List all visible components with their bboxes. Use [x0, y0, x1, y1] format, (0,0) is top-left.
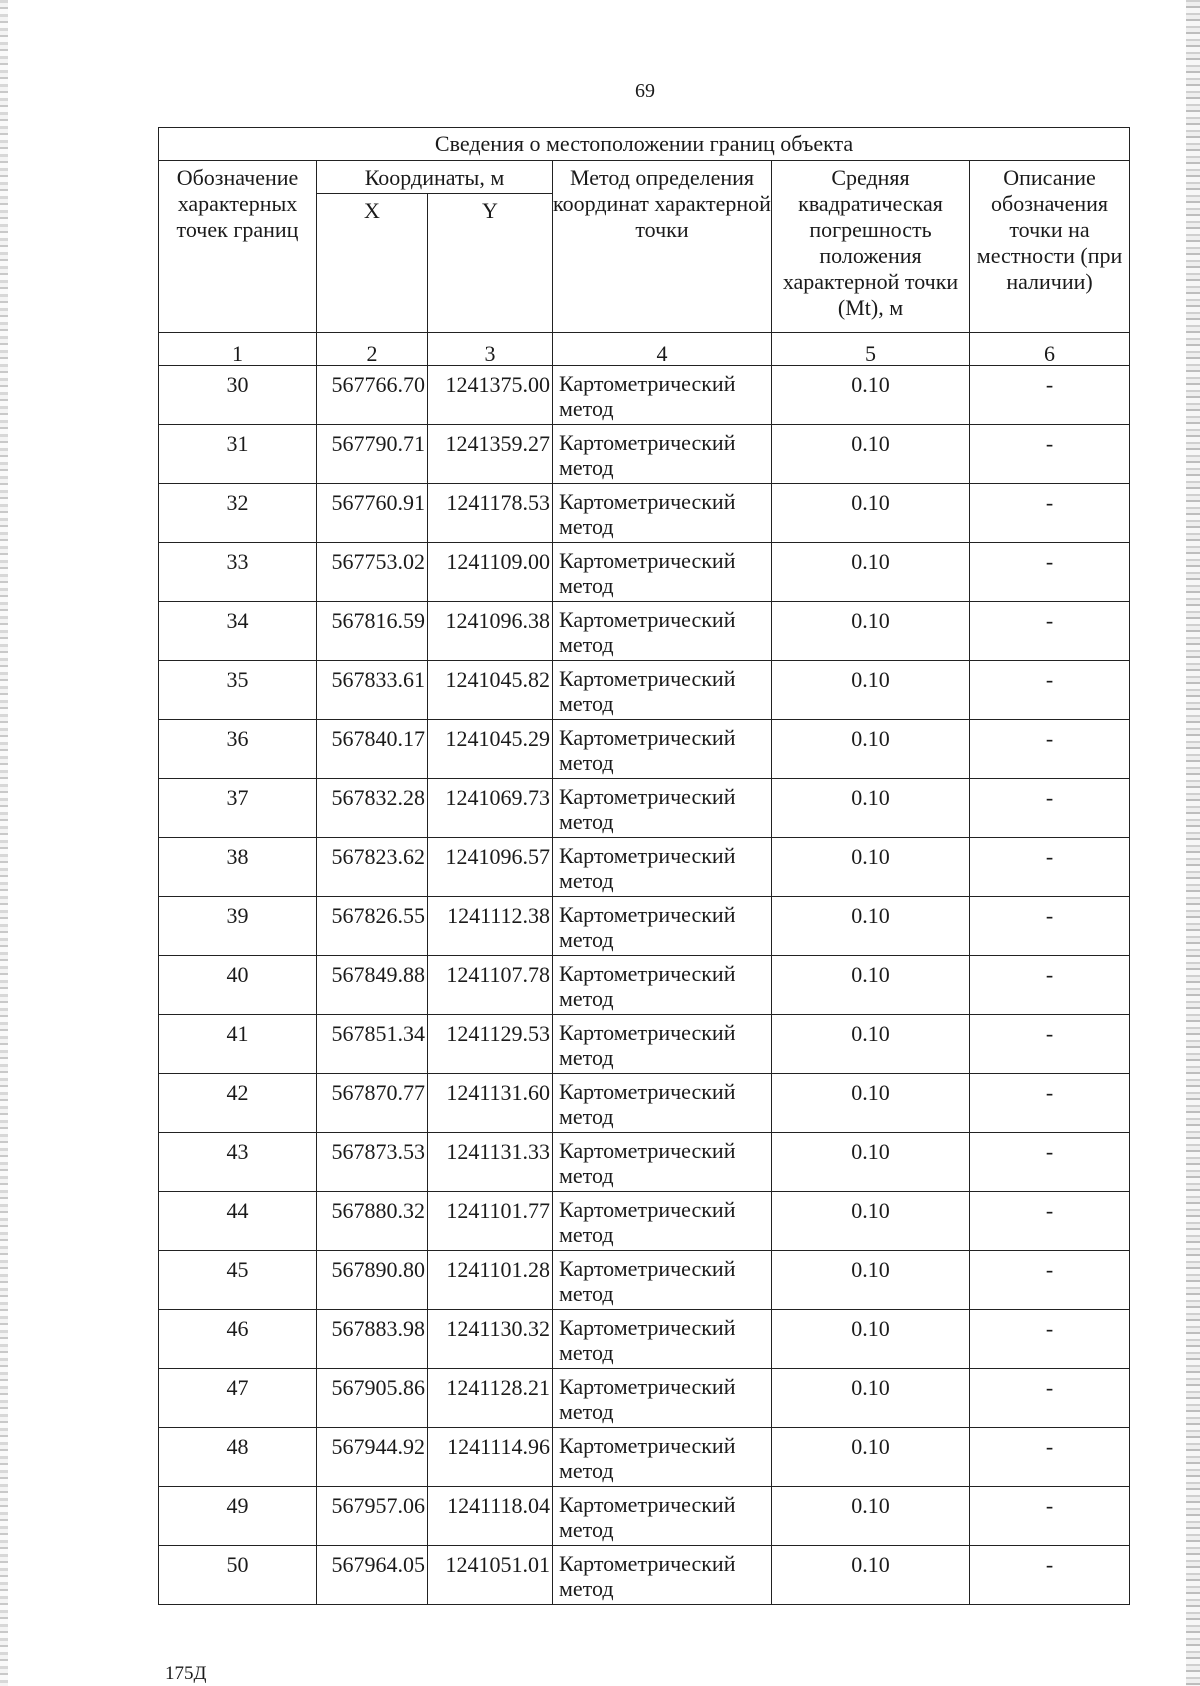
- point-description-cell: -: [970, 897, 1130, 956]
- method-cell: Картометрический метод: [553, 1251, 772, 1310]
- mean-square-error-cell: 0.10: [772, 1369, 970, 1428]
- mean-square-error-cell: 0.10: [772, 366, 970, 425]
- mean-square-error-cell: 0.10: [772, 838, 970, 897]
- method-cell: Картометрический метод: [553, 1015, 772, 1074]
- mean-square-error-cell: 0.10: [772, 1133, 970, 1192]
- point-id-cell: 44: [159, 1192, 317, 1251]
- point-id-cell: 37: [159, 779, 317, 838]
- table-row: [159, 1074, 1130, 1133]
- point-id-cell: 36: [159, 720, 317, 779]
- point-description-cell: -: [970, 720, 1130, 779]
- y-coordinate-cell: 1241128.21: [428, 1369, 553, 1428]
- point-description-cell: -: [970, 1310, 1130, 1369]
- header-y: Y: [428, 194, 553, 333]
- point-description-cell: -: [970, 543, 1130, 602]
- point-description-cell: -: [970, 1369, 1130, 1428]
- x-coordinate-cell: 567851.34: [317, 1015, 428, 1074]
- mean-square-error-cell: 0.10: [772, 484, 970, 543]
- point-description-cell: -: [970, 1546, 1130, 1605]
- point-description-cell: -: [970, 779, 1130, 838]
- header-coordinates: Координаты, м: [317, 161, 553, 194]
- point-id-cell: 38: [159, 838, 317, 897]
- y-coordinate-cell: 1241096.38: [428, 602, 553, 661]
- point-id-cell: 40: [159, 956, 317, 1015]
- point-id-cell: 50: [159, 1546, 317, 1605]
- mean-square-error-cell: 0.10: [772, 1428, 970, 1487]
- mean-square-error-cell: 0.10: [772, 779, 970, 838]
- x-coordinate-cell: 567883.98: [317, 1310, 428, 1369]
- table-row: [159, 897, 1130, 956]
- method-cell: Картометрический метод: [553, 779, 772, 838]
- y-coordinate-cell: 1241112.38: [428, 897, 553, 956]
- y-coordinate-cell: 1241118.04: [428, 1487, 553, 1546]
- method-cell: Картометрический метод: [553, 956, 772, 1015]
- y-coordinate-cell: 1241114.96: [428, 1428, 553, 1487]
- method-cell: Картометрический метод: [553, 543, 772, 602]
- y-coordinate-cell: 1241045.29: [428, 720, 553, 779]
- table-row: [159, 1192, 1130, 1251]
- point-id-cell: 41: [159, 1015, 317, 1074]
- page-number: 69: [635, 80, 655, 102]
- point-description-cell: -: [970, 602, 1130, 661]
- table-caption: Сведения о местоположении границ объекта: [159, 128, 1130, 161]
- method-cell: Картометрический метод: [553, 720, 772, 779]
- table-row: [159, 1015, 1130, 1074]
- y-coordinate-cell: 1241178.53: [428, 484, 553, 543]
- y-coordinate-cell: 1241101.28: [428, 1251, 553, 1310]
- mean-square-error-cell: 0.10: [772, 661, 970, 720]
- point-description-cell: -: [970, 661, 1130, 720]
- x-coordinate-cell: 567826.55: [317, 897, 428, 956]
- table-row: [159, 1487, 1130, 1546]
- y-coordinate-cell: 1241107.78: [428, 956, 553, 1015]
- x-coordinate-cell: 567840.17: [317, 720, 428, 779]
- x-coordinate-cell: 567760.91: [317, 484, 428, 543]
- boundary-coordinates-table: [158, 127, 1130, 1605]
- point-description-cell: -: [970, 1487, 1130, 1546]
- header-point-description: Описание обозначения точки на местности (при наличии): [970, 161, 1130, 333]
- method-cell: Картометрический метод: [553, 661, 772, 720]
- y-coordinate-cell: 1241109.00: [428, 543, 553, 602]
- method-cell: Картометрический метод: [553, 1133, 772, 1192]
- mean-square-error-cell: 0.10: [772, 602, 970, 661]
- y-coordinate-cell: 1241359.27: [428, 425, 553, 484]
- y-coordinate-cell: 1241131.33: [428, 1133, 553, 1192]
- mean-square-error-cell: 0.10: [772, 1251, 970, 1310]
- x-coordinate-cell: 567823.62: [317, 838, 428, 897]
- y-coordinate-cell: 1241051.01: [428, 1546, 553, 1605]
- point-description-cell: -: [970, 1133, 1130, 1192]
- point-id-cell: 34: [159, 602, 317, 661]
- column-number: 2: [317, 333, 428, 366]
- header-point-designation: Обозначение характерных точек границ: [159, 161, 317, 333]
- y-coordinate-cell: 1241045.82: [428, 661, 553, 720]
- mean-square-error-cell: 0.10: [772, 1310, 970, 1369]
- header-mean-square-error: Средняя квадратическая погрешность положения характерной точки (Mt), м: [772, 161, 970, 333]
- y-coordinate-cell: 1241131.60: [428, 1074, 553, 1133]
- table-row: [159, 602, 1130, 661]
- point-description-cell: -: [970, 1428, 1130, 1487]
- point-description-cell: -: [970, 1074, 1130, 1133]
- table-row: [159, 1369, 1130, 1428]
- table-row: [159, 1133, 1130, 1192]
- x-coordinate-cell: 567832.28: [317, 779, 428, 838]
- point-description-cell: -: [970, 1251, 1130, 1310]
- x-coordinate-cell: 567833.61: [317, 661, 428, 720]
- table-row: [159, 779, 1130, 838]
- method-cell: Картометрический метод: [553, 1310, 772, 1369]
- point-id-cell: 42: [159, 1074, 317, 1133]
- table-row: [159, 956, 1130, 1015]
- method-cell: Картометрический метод: [553, 897, 772, 956]
- x-coordinate-cell: 567766.70: [317, 366, 428, 425]
- table-row: [159, 1428, 1130, 1487]
- point-description-cell: -: [970, 425, 1130, 484]
- table-row: [159, 543, 1130, 602]
- column-number: 4: [553, 333, 772, 366]
- mean-square-error-cell: 0.10: [772, 425, 970, 484]
- point-id-cell: 49: [159, 1487, 317, 1546]
- x-coordinate-cell: 567816.59: [317, 602, 428, 661]
- point-id-cell: 32: [159, 484, 317, 543]
- y-coordinate-cell: 1241130.32: [428, 1310, 553, 1369]
- table-row: [159, 720, 1130, 779]
- point-description-cell: -: [970, 366, 1130, 425]
- y-coordinate-cell: 1241129.53: [428, 1015, 553, 1074]
- mean-square-error-cell: 0.10: [772, 720, 970, 779]
- method-cell: Картометрический метод: [553, 1074, 772, 1133]
- mean-square-error-cell: 0.10: [772, 1074, 970, 1133]
- point-id-cell: 43: [159, 1133, 317, 1192]
- point-id-cell: 48: [159, 1428, 317, 1487]
- point-id-cell: 33: [159, 543, 317, 602]
- mean-square-error-cell: 0.10: [772, 956, 970, 1015]
- x-coordinate-cell: 567870.77: [317, 1074, 428, 1133]
- column-number: 1: [159, 333, 317, 366]
- y-coordinate-cell: 1241096.57: [428, 838, 553, 897]
- table-row: [159, 1251, 1130, 1310]
- y-coordinate-cell: 1241069.73: [428, 779, 553, 838]
- column-number: 6: [970, 333, 1130, 366]
- table-row: [159, 1546, 1130, 1605]
- mean-square-error-cell: 0.10: [772, 543, 970, 602]
- method-cell: Картометрический метод: [553, 425, 772, 484]
- x-coordinate-cell: 567880.32: [317, 1192, 428, 1251]
- scan-edge-left: [0, 0, 8, 1686]
- column-number-row: [159, 333, 1130, 366]
- point-id-cell: 31: [159, 425, 317, 484]
- mean-square-error-cell: 0.10: [772, 1546, 970, 1605]
- y-coordinate-cell: 1241101.77: [428, 1192, 553, 1251]
- table-row: [159, 425, 1130, 484]
- x-coordinate-cell: 567753.02: [317, 543, 428, 602]
- header-x: X: [317, 194, 428, 333]
- x-coordinate-cell: 567849.88: [317, 956, 428, 1015]
- y-coordinate-cell: 1241375.00: [428, 366, 553, 425]
- mean-square-error-cell: 0.10: [772, 1192, 970, 1251]
- method-cell: Картометрический метод: [553, 484, 772, 543]
- method-cell: Картометрический метод: [553, 366, 772, 425]
- mean-square-error-cell: 0.10: [772, 1015, 970, 1074]
- mean-square-error-cell: 0.10: [772, 1487, 970, 1546]
- mean-square-error-cell: 0.10: [772, 897, 970, 956]
- footer-document-code: 175Д: [165, 1663, 207, 1684]
- table-row: [159, 1310, 1130, 1369]
- table-row: [159, 838, 1130, 897]
- x-coordinate-cell: 567944.92: [317, 1428, 428, 1487]
- table-row: [159, 366, 1130, 425]
- point-id-cell: 39: [159, 897, 317, 956]
- x-coordinate-cell: 567890.80: [317, 1251, 428, 1310]
- point-description-cell: -: [970, 838, 1130, 897]
- x-coordinate-cell: 567964.05: [317, 1546, 428, 1605]
- method-cell: Картометрический метод: [553, 1369, 772, 1428]
- point-description-cell: -: [970, 484, 1130, 543]
- point-description-cell: -: [970, 1192, 1130, 1251]
- method-cell: Картометрический метод: [553, 1546, 772, 1605]
- point-id-cell: 35: [159, 661, 317, 720]
- header-method: Метод определения координат характерной точки: [553, 161, 772, 333]
- column-number: 3: [428, 333, 553, 366]
- scan-edge-right: [1186, 0, 1200, 1686]
- x-coordinate-cell: 567790.71: [317, 425, 428, 484]
- table-row: [159, 484, 1130, 543]
- method-cell: Картометрический метод: [553, 602, 772, 661]
- method-cell: Картометрический метод: [553, 838, 772, 897]
- method-cell: Картометрический метод: [553, 1487, 772, 1546]
- method-cell: Картометрический метод: [553, 1192, 772, 1251]
- x-coordinate-cell: 567873.53: [317, 1133, 428, 1192]
- method-cell: Картометрический метод: [553, 1428, 772, 1487]
- x-coordinate-cell: 567957.06: [317, 1487, 428, 1546]
- point-id-cell: 46: [159, 1310, 317, 1369]
- point-description-cell: -: [970, 1015, 1130, 1074]
- column-number: 5: [772, 333, 970, 366]
- table-row: [159, 661, 1130, 720]
- point-description-cell: -: [970, 956, 1130, 1015]
- point-id-cell: 45: [159, 1251, 317, 1310]
- x-coordinate-cell: 567905.86: [317, 1369, 428, 1428]
- point-id-cell: 47: [159, 1369, 317, 1428]
- point-id-cell: 30: [159, 366, 317, 425]
